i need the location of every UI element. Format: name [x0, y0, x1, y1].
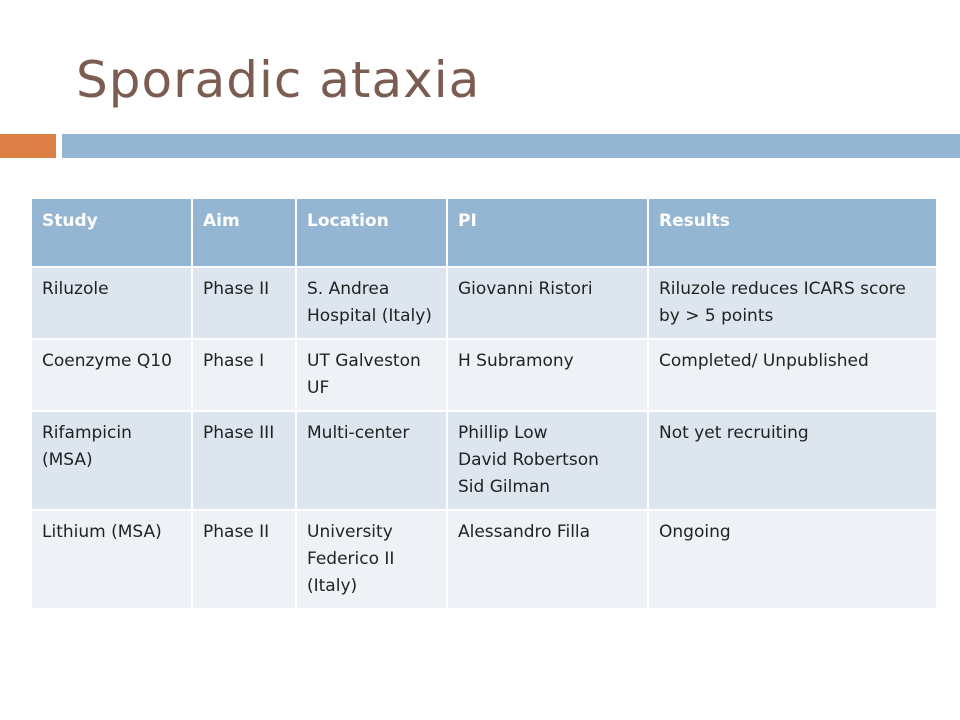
- table-row: [32, 339, 936, 411]
- cell-study: Coenzyme Q10: [32, 339, 192, 411]
- table-row: [32, 411, 936, 510]
- pi-name: Sid Gilman: [458, 477, 551, 497]
- cell-aim: Phase III: [192, 411, 296, 510]
- cell-pi: [447, 339, 648, 411]
- cell-results: Riluzole reduces ICARS score by > 5 points: [648, 267, 936, 339]
- table-row: [32, 267, 936, 339]
- cell-pi: [447, 267, 648, 339]
- accent-bar-orange: [0, 134, 56, 158]
- cell-pi: [447, 510, 648, 609]
- pi-name: David Robertson: [458, 450, 599, 470]
- header-aim: Aim: [192, 199, 296, 267]
- cell-study: Riluzole: [32, 267, 192, 339]
- table-header-row: [32, 199, 936, 267]
- cell-results: Completed/ Unpublished: [648, 339, 936, 411]
- cell-location: University Federico II (Italy): [296, 510, 447, 609]
- cell-pi: [447, 411, 648, 510]
- header-pi: PI: [447, 199, 648, 267]
- cell-study: Rifampicin (MSA): [32, 411, 192, 510]
- pi-name: H Subramony: [458, 351, 574, 371]
- pi-name: Alessandro Filla: [458, 522, 591, 542]
- header-results: Results: [648, 199, 936, 267]
- pi-name: Phillip Low: [458, 423, 548, 443]
- pi-name: Giovanni Ristori: [458, 279, 593, 299]
- cell-location: UT Galveston UF: [296, 339, 447, 411]
- cell-results: Ongoing: [648, 510, 936, 609]
- trials-table: [32, 199, 936, 610]
- accent-bar-blue: [62, 134, 960, 158]
- table-row: [32, 510, 936, 609]
- cell-aim: Phase I: [192, 339, 296, 411]
- header-study: Study: [32, 199, 192, 267]
- cell-location: Multi-center: [296, 411, 447, 510]
- cell-results: Not yet recruiting: [648, 411, 936, 510]
- cell-study: Lithium (MSA): [32, 510, 192, 609]
- cell-aim: Phase II: [192, 510, 296, 609]
- header-location: Location: [296, 199, 447, 267]
- cell-aim: Phase II: [192, 267, 296, 339]
- slide-title: Sporadic ataxia: [76, 51, 481, 109]
- cell-location: S. Andrea Hospital (Italy): [296, 267, 447, 339]
